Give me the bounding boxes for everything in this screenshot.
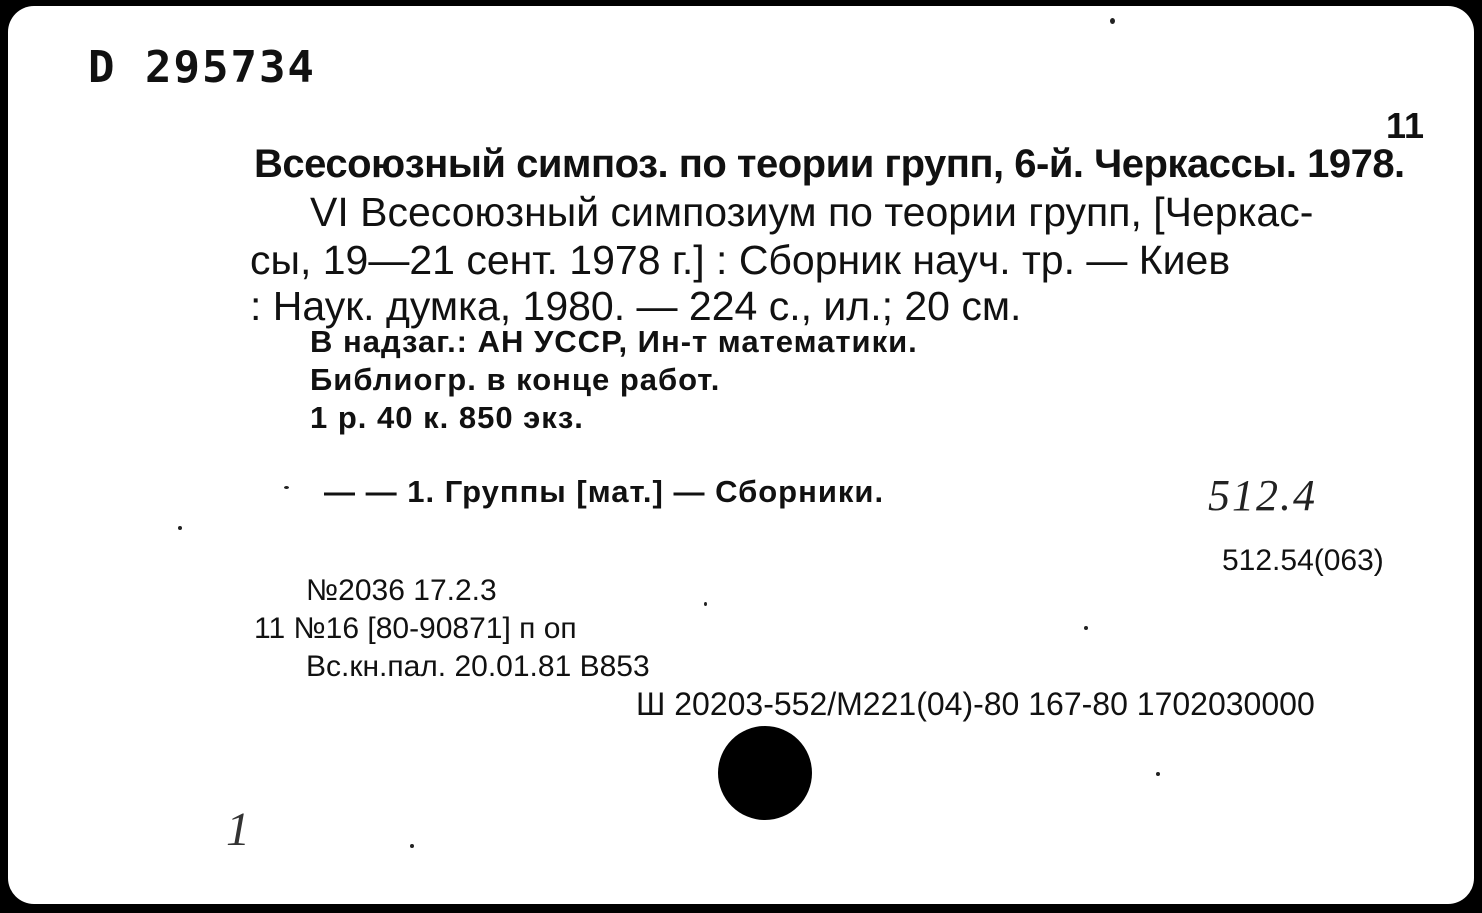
speck-mark bbox=[178, 526, 182, 530]
card-number: 11 bbox=[1386, 105, 1425, 146]
speck-mark bbox=[1110, 18, 1115, 24]
speck-mark bbox=[284, 486, 289, 489]
tech-line: №2036 17.2.3 bbox=[306, 574, 497, 607]
handwritten-classification: 512.4 bbox=[1208, 471, 1317, 520]
note-line: 1 р. 40 к. 850 экз. bbox=[310, 400, 584, 435]
speck-mark bbox=[704, 602, 707, 606]
description-line: : Наук. думка, 1980. — 224 с., ил.; 20 см. bbox=[250, 283, 1022, 329]
tech-line: 11 №16 [80-90871] п оп bbox=[254, 612, 577, 645]
handwritten-mark: 1 bbox=[226, 803, 250, 856]
accession-number: D 295734 bbox=[88, 42, 316, 93]
description-line: сы, 19—21 сент. 1978 г.] : Сборник науч. тр. — Киев bbox=[250, 237, 1231, 283]
catalog-card bbox=[8, 6, 1474, 904]
speck-mark bbox=[1156, 772, 1160, 776]
card-heading: Всесоюзный симпоз. по теории групп, 6-й. Черкассы. 1978. bbox=[254, 142, 1405, 186]
subject-heading: — — 1. Группы [мат.] — Сборники. bbox=[324, 474, 885, 509]
punch-hole bbox=[718, 726, 812, 820]
speck-mark bbox=[1084, 626, 1088, 630]
speck-mark bbox=[410, 844, 414, 848]
description-line: VI Всесоюзный симпозиум по теории групп, [Черкас- bbox=[310, 189, 1314, 235]
tech-line: Вс.кн.пал. 20.01.81 В853 bbox=[306, 650, 650, 683]
note-line: Библиогр. в конце работ. bbox=[310, 362, 721, 397]
tech-line: Ш 20203-552/М221(04)-80 167-80 1702030000 bbox=[636, 686, 1315, 722]
udc-code: 512.54(063) bbox=[1222, 544, 1384, 577]
note-line: В надзаг.: АН УССР, Ин-т математики. bbox=[310, 324, 918, 359]
